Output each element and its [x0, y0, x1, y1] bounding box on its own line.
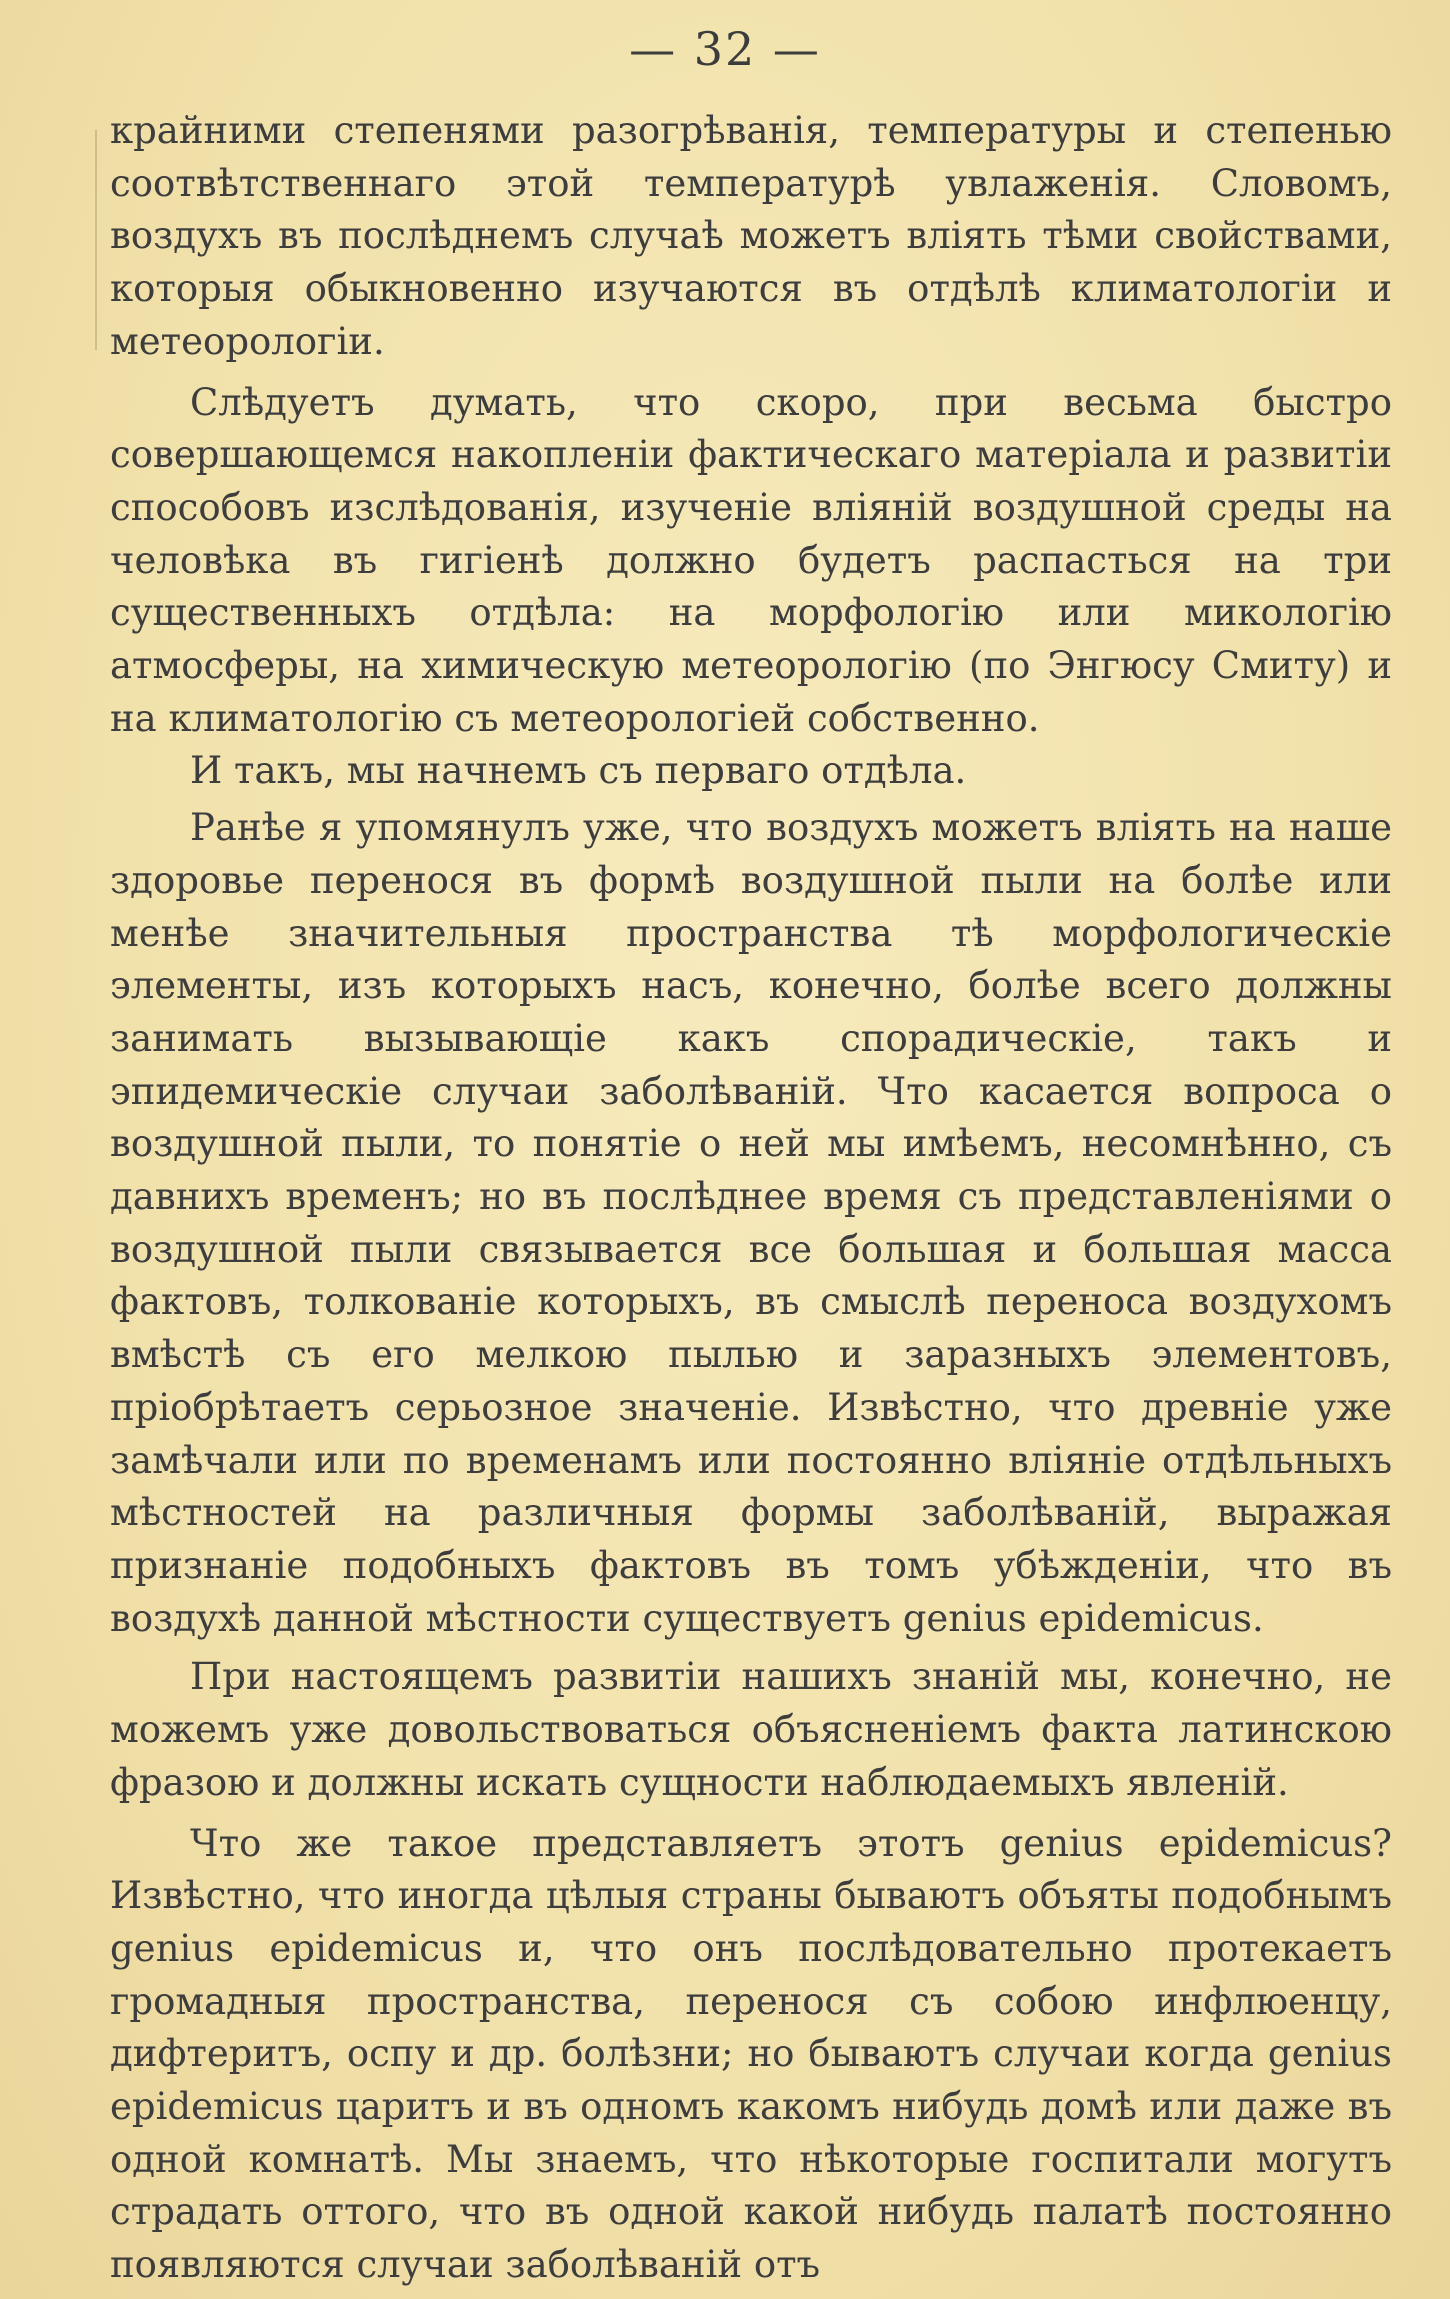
paragraph-2: Слѣдуетъ думать, что скоро, при весьма быстро совершающемся накопленіи фактическаго матеріала и развитіи способовъ изслѣдованія, изученіе вліяній воздушной среды на человѣка въ гигіенѣ должно будетъ распасться на три существенныхъ отдѣла: на морфологію или микологію атмосферы, на химическую метеорологію (по Энгюсу Смиту) и на климатологію съ метеорологіей собственно.	[110, 380, 1392, 740]
paragraph-1: крайними степенями разогрѣванія, температуры и степенью соотвѣтственнаго этой температурѣ увлаженія. Словомъ, воздухъ въ послѣднемъ случаѣ можетъ вліять тѣми свойствами, которыя обыкновенно изучаются въ отдѣлѣ климатологіи и метеорологіи.	[110, 109, 1392, 363]
page-number: — 32 —	[629, 22, 821, 76]
paragraph-3: И такъ, мы начнемъ съ перваго отдѣла.	[190, 749, 967, 793]
paragraph-4: Ранѣе я упомянулъ уже, что воздухъ можетъ вліять на наше здоровье перенося въ формѣ воздушной пыли на болѣе или менѣе значительныя пространства тѣ морфологическіе элементы, изъ которыхъ насъ, конечно, болѣе всего должны занимать вызывающіе какъ спорадическіе, такъ и эпидемическіе случаи заболѣваній. Что касается вопроса о воздушной пыли, то понятіе о ней мы имѣемъ, несомнѣнно, съ давнихъ временъ; но въ послѣднее время съ представленіями о воздушной пыли связывается все большая и большая масса фактовъ, толкованіе которыхъ, въ смыслѣ переноса воздухомъ вмѣстѣ съ его мелкою пылью и заразныхъ элементовъ, пріобрѣтаетъ серьозное значеніе. Извѣстно, что древніе уже замѣчали или по временамъ или постоянно вліяніе отдѣльныхъ мѣстностей на различныя формы заболѣваній, выражая признаніе подобныхъ фактовъ въ томъ убѣжденіи, что въ воздухѣ данной мѣстности существуетъ genius epidemicus.	[110, 806, 1392, 1640]
margin-mark	[95, 130, 97, 350]
body-text	[110, 105, 1392, 2292]
paragraph-5: При настоящемъ развитіи нашихъ знаній мы, конечно, не можемъ уже довольствоваться объясненіемъ факта латинскою фразою и должны искать сущности наблюдаемыхъ явленій.	[110, 1655, 1392, 1804]
paragraph-6: Что же такое представляетъ этотъ genius epidemicus? Извѣстно, что иногда цѣлыя страны бываютъ объяты подобнымъ genius epidemicus и, что онъ послѣдовательно протекаетъ громадныя пространства, перенося съ собою инфлюенцу, дифтеритъ, оспу и др. болѣзни; но бываютъ случаи когда genius epidemicus царитъ и въ одномъ какомъ нибудь домѣ или даже въ одной комнатѣ. Мы знаемъ, что нѣкоторые госпитали могутъ страдать оттого, что въ одной какой нибудь палатѣ постоянно появляются случаи заболѣваній отъ	[110, 1821, 1392, 2287]
